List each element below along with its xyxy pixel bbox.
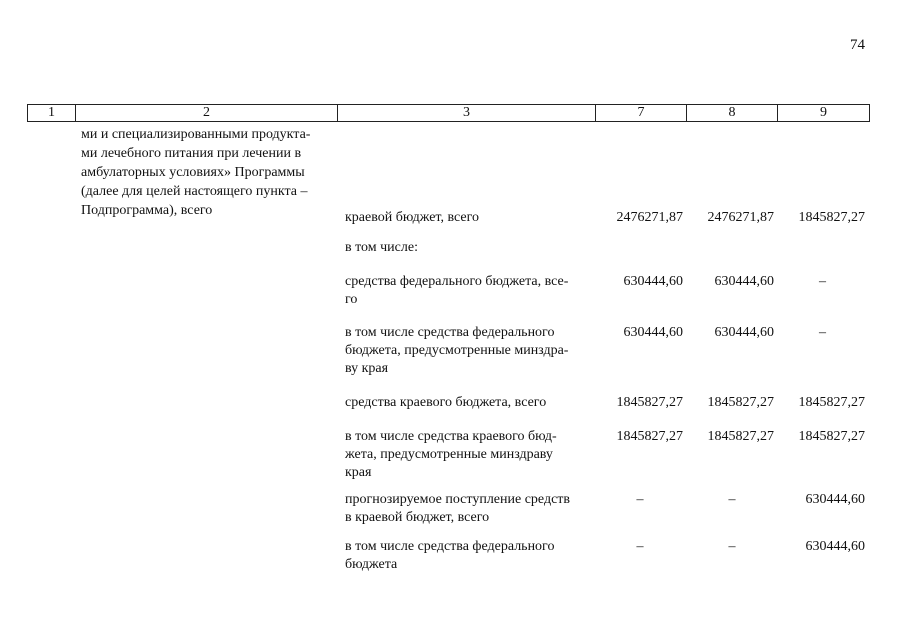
row-label-line: в том числе средства федерального bbox=[345, 539, 555, 554]
header-col-3: 3 bbox=[338, 105, 596, 121]
value-col-9: – bbox=[819, 274, 826, 289]
row-label bbox=[345, 428, 591, 482]
value-col-7: 1845827,27 bbox=[616, 395, 683, 410]
row-label-line: средства федерального бюджета, все- bbox=[345, 274, 569, 289]
row-label-line: бюджета, предусмотренные минздра- bbox=[345, 343, 569, 358]
value-col-9: 1845827,27 bbox=[798, 395, 865, 410]
value-col-8: – bbox=[728, 539, 736, 554]
value-col-9: – bbox=[819, 325, 826, 340]
row-label-line: ву края bbox=[345, 361, 389, 376]
value-col-8: – bbox=[728, 492, 736, 507]
row-label-line: средства краевого бюджета, всего bbox=[345, 395, 547, 410]
value-col-7: 2476271,87 bbox=[616, 210, 683, 225]
value-col-9: 630444,60 bbox=[805, 492, 865, 507]
program-text-line: ми и специализированными продукта- bbox=[81, 127, 311, 142]
value-col-8: 1845827,27 bbox=[707, 429, 774, 444]
row-label-line: краевой бюджет, всего bbox=[345, 210, 480, 225]
row-label-line: жета, предусмотренные минздраву bbox=[345, 447, 553, 462]
header-col-7: 7 bbox=[596, 105, 687, 121]
row-label bbox=[345, 324, 591, 378]
program-text-line: (далее для целей настоящего пункта – bbox=[81, 184, 308, 199]
row-label-line: бюджета bbox=[345, 557, 398, 572]
table-header-row bbox=[27, 104, 870, 122]
header-col-9: 9 bbox=[820, 105, 827, 120]
value-col-7: – bbox=[636, 539, 644, 554]
program-name-cell bbox=[81, 125, 337, 220]
row-label-line: го bbox=[345, 292, 358, 307]
row-label-line: в том числе средства федерального bbox=[345, 325, 555, 340]
row-label-line: в том числе: bbox=[345, 240, 418, 255]
value-col-8: 1845827,27 bbox=[707, 395, 774, 410]
value-col-7: 630444,60 bbox=[623, 325, 683, 340]
value-col-9: 1845827,27 bbox=[798, 429, 865, 444]
row-label bbox=[345, 394, 591, 412]
row-label bbox=[345, 491, 591, 527]
value-col-8: 630444,60 bbox=[714, 274, 774, 289]
row-label-line: края bbox=[345, 465, 372, 480]
value-col-8: 2476271,87 bbox=[707, 210, 774, 225]
row-label bbox=[345, 209, 591, 227]
row-label-line: прогнозируемое поступление средств bbox=[345, 492, 571, 507]
value-col-8: 630444,60 bbox=[714, 325, 774, 340]
value-col-7: – bbox=[636, 492, 644, 507]
header-col-2: 2 bbox=[76, 105, 338, 121]
row-label-line: в краевой бюджет, всего bbox=[345, 510, 490, 525]
row-label bbox=[345, 538, 591, 574]
row-label bbox=[345, 239, 591, 257]
header-col-1: 1 bbox=[28, 105, 76, 121]
row-label bbox=[345, 273, 591, 309]
value-col-7: 630444,60 bbox=[623, 274, 683, 289]
program-text-line: Подпрограмма), всего bbox=[81, 203, 213, 218]
program-text-line: амбулаторных условиях» Программы bbox=[81, 165, 305, 180]
value-col-9: 1845827,27 bbox=[798, 210, 865, 225]
value-col-7: 1845827,27 bbox=[616, 429, 683, 444]
header-col-8: 8 bbox=[687, 105, 778, 121]
value-col-9: 630444,60 bbox=[805, 539, 865, 554]
page-number: 74 bbox=[850, 37, 865, 53]
program-text-line: ми лечебного питания при лечении в bbox=[81, 146, 302, 161]
row-label-line: в том числе средства краевого бюд- bbox=[345, 429, 557, 444]
